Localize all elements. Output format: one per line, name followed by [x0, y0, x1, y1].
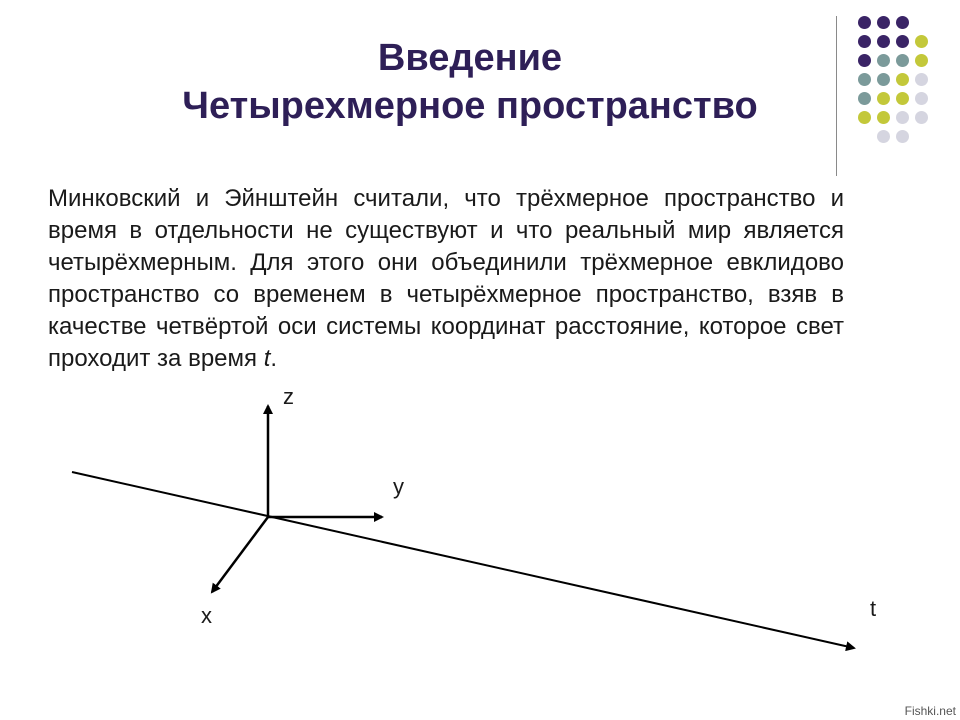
axis-label-z: z: [283, 384, 294, 409]
axis-label-x: x: [201, 603, 212, 628]
title-line-introduction: Введение: [377, 37, 563, 79]
axis-label-y: y: [393, 474, 404, 499]
time-variable: t: [263, 345, 271, 372]
title-line-four-dimensional-space: Четырехмерное пространство: [182, 85, 758, 127]
t-axis: [72, 472, 854, 648]
body-text-end: .: [270, 345, 278, 372]
body-text-main: Минковский и Эйнштейн считали, что трёхмерное пространство и время в отдельности не существуют и что реальный мир является четырёхмерным. Для этого они объединили трёхмерное евклидово пространство со временем в четырёхмерное пространство, взяв в качестве четвёртой оси системы координат расстояние, которое свет проходит за время: [48, 185, 844, 372]
watermark: Fishki.net: [904, 704, 956, 718]
x-axis: [212, 517, 268, 592]
axis-label-t: t: [870, 596, 877, 621]
